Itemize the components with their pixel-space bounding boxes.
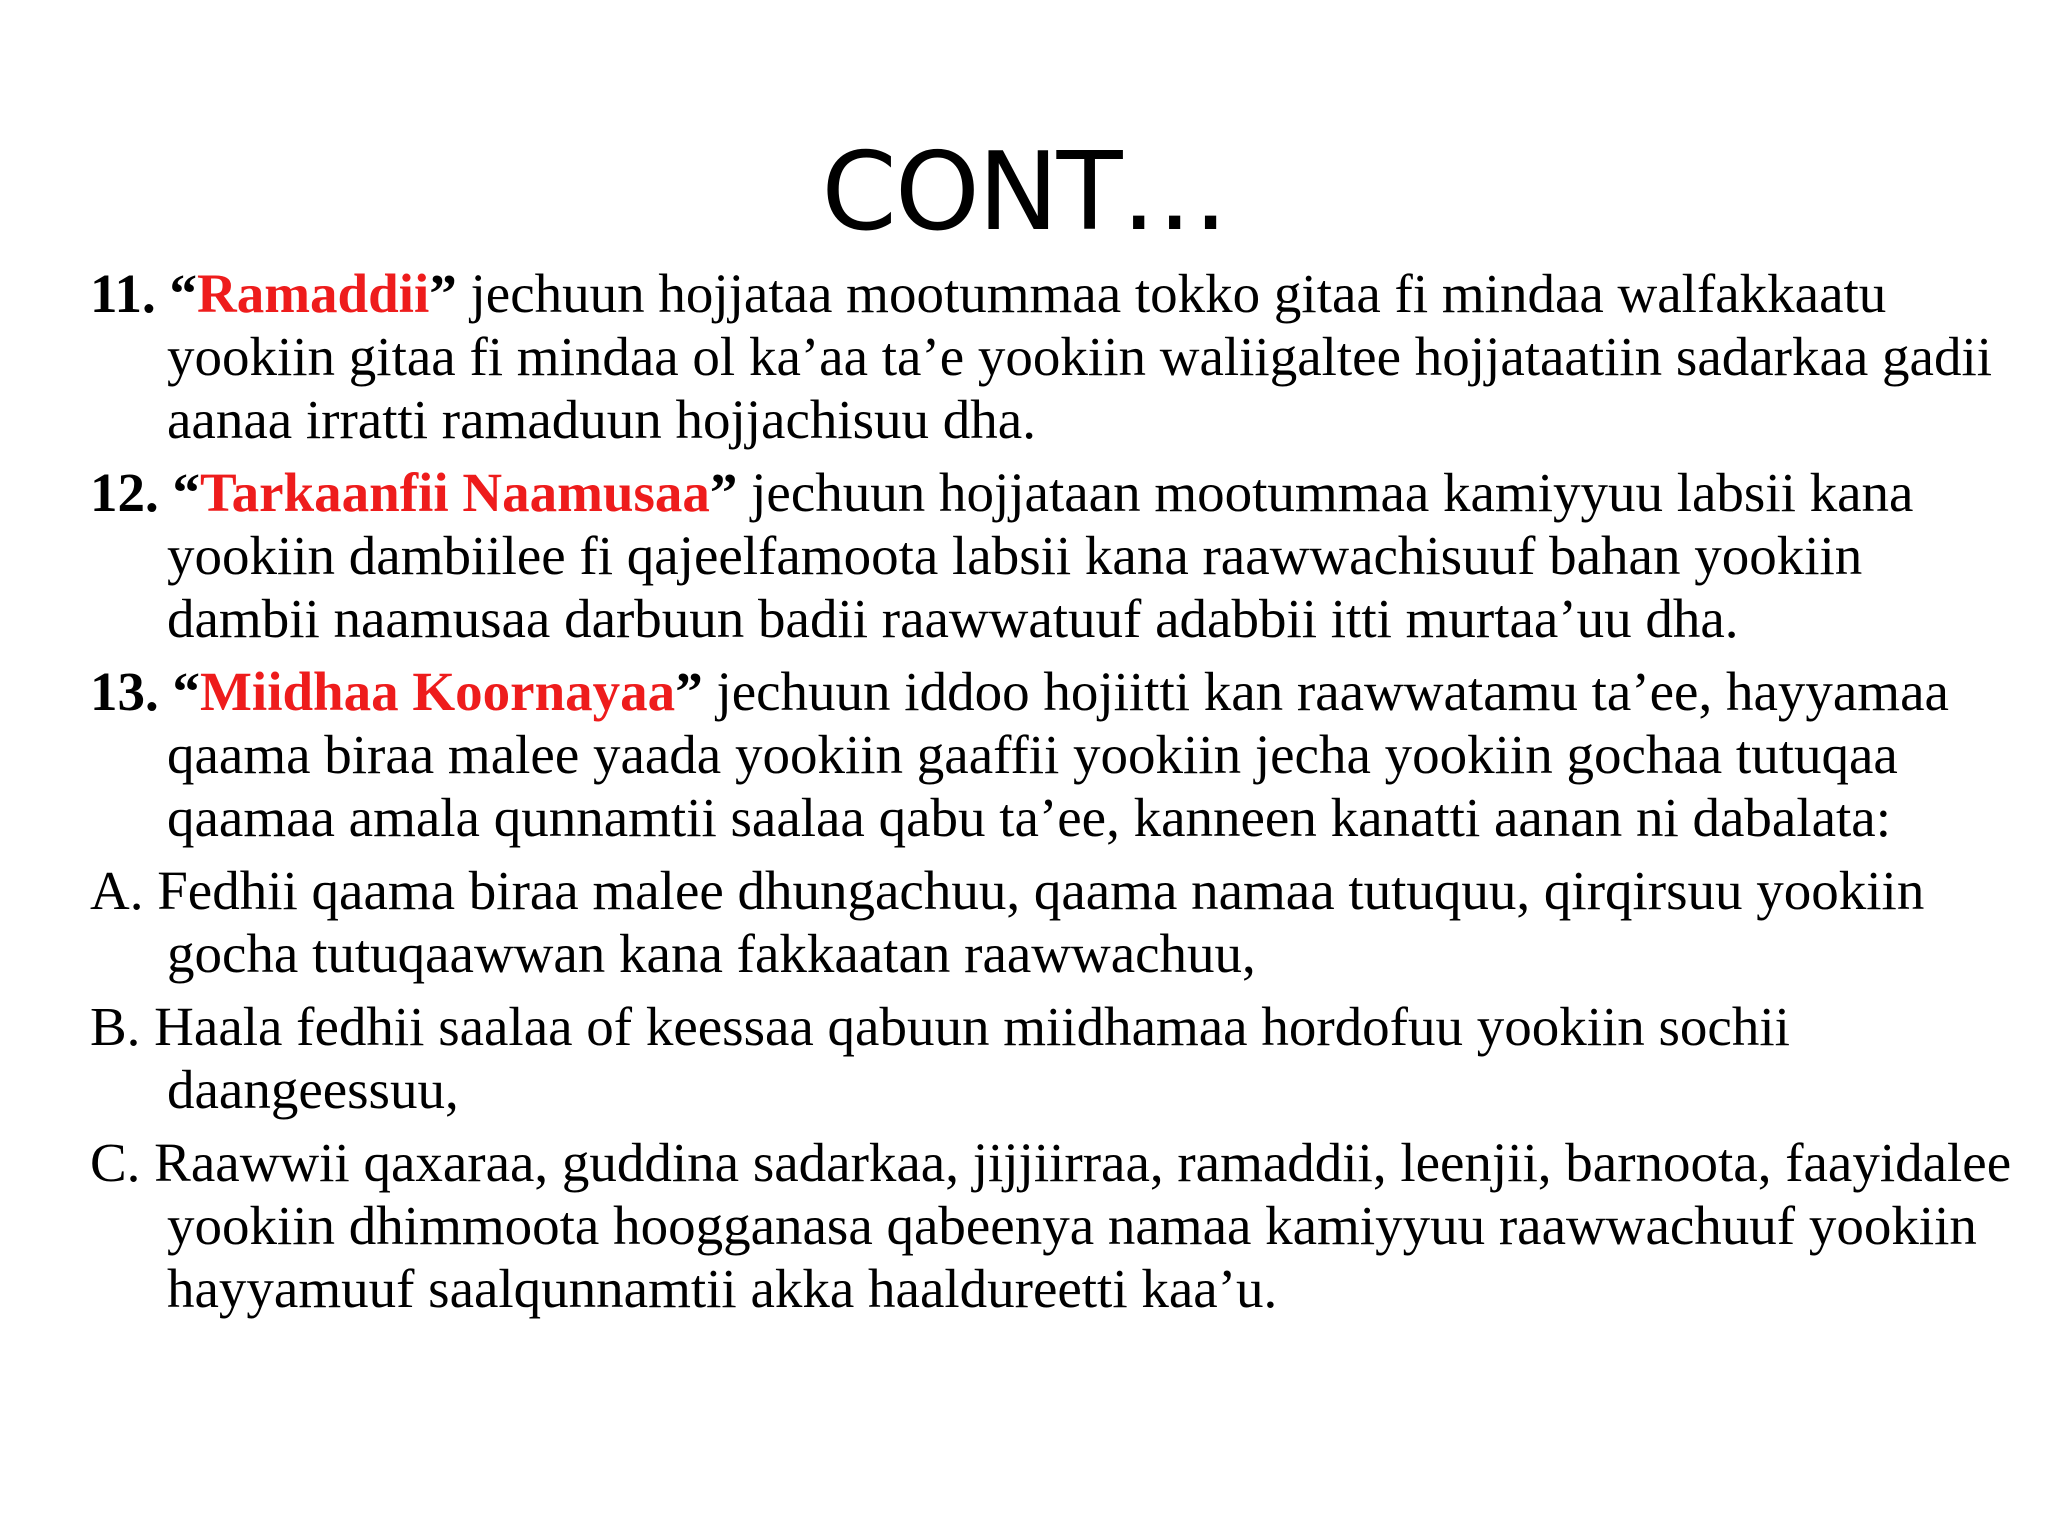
open-quote: “ <box>172 661 200 722</box>
sub-item-c: C. Raawwii qaxaraa, guddina sadarkaa, jijjiirraa, ramaddii, leenjii, barnoota, faayidalee yookiin dhimmoota hoogganasa qabeenya namaa kamiyyuu raawwachuuf yookiin hayyamuuf saalqunnamtii akka haaldureetti kaa’u. <box>90 1132 2012 1319</box>
defined-term: Ramaddii <box>196 263 430 324</box>
definition-item-11 <box>90 262 2020 451</box>
slide-content <box>90 262 2020 1330</box>
definition-item-13 <box>90 660 2020 849</box>
sub-item-b: B. Haala fedhii saalaa of keessaa qabuun miidhamaa hordofuu yookiin sochii daangeessuu, <box>90 996 1790 1120</box>
sub-item-a: A. Fedhii qaama biraa malee dhungachuu, qaama namaa tutuquu, qirqirsuu yookiin gocha tutuqaawwan kana fakkaatan raawwachuu, <box>90 860 1925 984</box>
item-number: 13. <box>90 661 159 722</box>
close-quote: ” <box>675 661 703 722</box>
definition-text: jechuun hojjataa mootummaa tokko gitaa fi mindaa walfakkaatu yookiin gitaa fi mindaa ol ka’aa ta’e yookiin waliigaltee hojjataatiin sadarkaa gadii aanaa irratti ramaduun hojjachisuu dha. <box>167 263 1993 450</box>
slide-title: CONT… <box>821 130 1227 255</box>
definition-text: jechuun iddoo hojiitti kan raawwatamu ta’ee, hayyamaa qaama biraa malee yaada yookiin gaaffii yookiin jecha yookiin gochaa tutuqaa qaamaa amala qunnamtii saalaa qabu ta’ee, kanneen kanatti aanan ni dabalata: <box>167 661 1949 848</box>
defined-term: Tarkaanfii Naamusaa <box>200 462 710 523</box>
definition-item-12 <box>90 461 2020 650</box>
definition-text: jechuun hojjataan mootummaa kamiyyuu labsii kana yookiin dambiilee fi qajeelfamoota labsii kana raawwachisuuf bahan yookiin dambii naamusaa darbuun badii raawwatuuf adabbii itti murtaa’uu dha. <box>167 462 1914 649</box>
close-quote: ” <box>429 263 457 324</box>
item-number: 12. <box>90 462 159 523</box>
open-quote: “ <box>172 462 200 523</box>
item-number: 11. <box>90 263 156 324</box>
open-quote: “ <box>169 263 197 324</box>
defined-term: Miidhaa Koornayaa <box>200 661 676 722</box>
close-quote: ” <box>709 462 738 523</box>
